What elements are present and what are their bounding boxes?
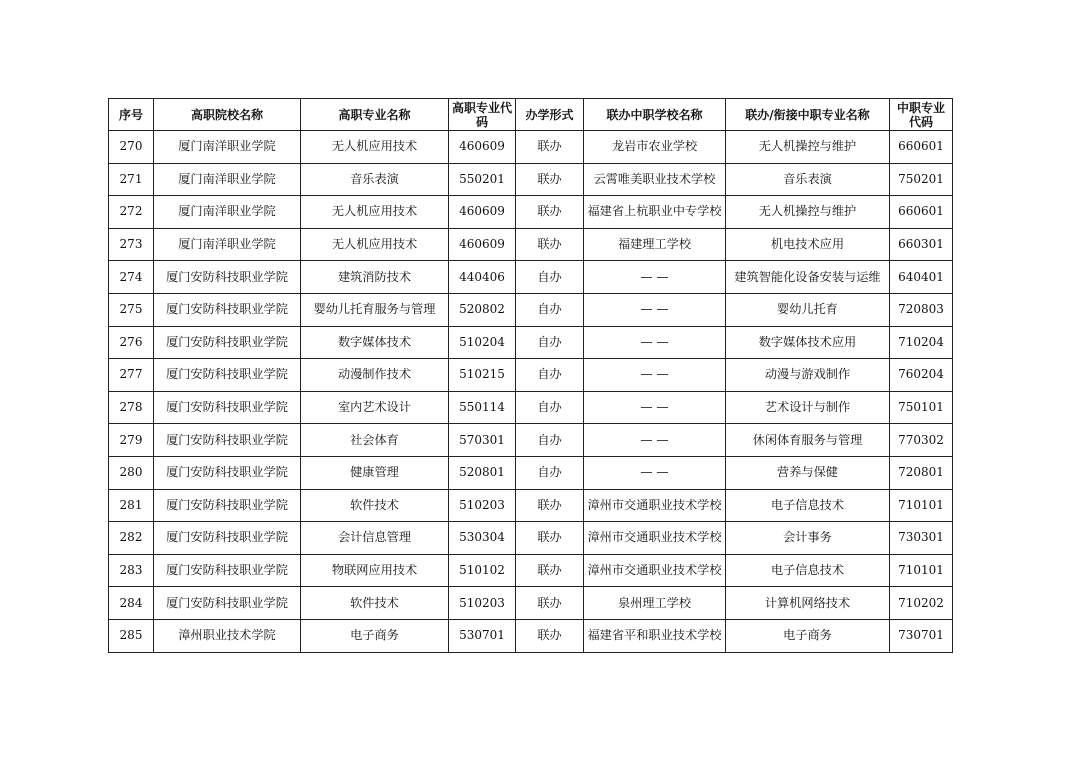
table-row (109, 554, 953, 587)
row-college-major: 动漫制作技术 (301, 359, 449, 392)
row-serial: 274 (109, 261, 154, 294)
row-college-name: 厦门南洋职业学院 (154, 163, 301, 196)
row-school-mode: 自办 (516, 456, 584, 489)
row-college-major-code: 510102 (449, 554, 516, 587)
row-partner-major-code: 660601 (890, 196, 953, 229)
row-partner-major: 电子信息技术 (726, 489, 890, 522)
header-partner-major: 联办/衔接中职专业名称 (726, 99, 890, 131)
row-partner-major-code: 720803 (890, 293, 953, 326)
row-college-major-code: 460609 (449, 131, 516, 164)
row-serial: 280 (109, 456, 154, 489)
row-partner-school: 福建理工学校 (584, 228, 726, 261)
row-serial: 278 (109, 391, 154, 424)
row-partner-major-code: 710101 (890, 489, 953, 522)
row-partner-school: 云霄唯美职业技术学校 (584, 163, 726, 196)
row-college-major-code: 550114 (449, 391, 516, 424)
row-school-mode: 联办 (516, 522, 584, 555)
table-row (109, 163, 953, 196)
row-college-major: 无人机应用技术 (301, 131, 449, 164)
row-college-major-code: 550201 (449, 163, 516, 196)
row-college-major: 音乐表演 (301, 163, 449, 196)
row-partner-school: — — (584, 391, 726, 424)
row-college-major-code: 520801 (449, 456, 516, 489)
row-college-name: 厦门南洋职业学院 (154, 196, 301, 229)
row-partner-major: 数字媒体技术应用 (726, 326, 890, 359)
row-partner-major: 婴幼儿托育 (726, 293, 890, 326)
row-serial: 285 (109, 619, 154, 652)
row-college-name: 厦门安防科技职业学院 (154, 456, 301, 489)
row-partner-major-code: 730701 (890, 619, 953, 652)
row-college-major-code: 440406 (449, 261, 516, 294)
row-partner-major-code: 750201 (890, 163, 953, 196)
row-partner-major: 艺术设计与制作 (726, 391, 890, 424)
row-college-name: 厦门南洋职业学院 (154, 131, 301, 164)
row-serial: 271 (109, 163, 154, 196)
row-college-major: 建筑消防技术 (301, 261, 449, 294)
row-serial: 282 (109, 522, 154, 555)
row-partner-major-code: 660301 (890, 228, 953, 261)
row-partner-school: — — (584, 424, 726, 457)
row-college-major-code: 510204 (449, 326, 516, 359)
row-college-name: 厦门安防科技职业学院 (154, 554, 301, 587)
row-partner-school: 福建省平和职业技术学校 (584, 619, 726, 652)
row-college-name: 厦门安防科技职业学院 (154, 489, 301, 522)
table-row (109, 196, 953, 229)
row-school-mode: 联办 (516, 163, 584, 196)
row-college-major-code: 520802 (449, 293, 516, 326)
admissions-table (108, 98, 953, 653)
row-college-name: 厦门安防科技职业学院 (154, 293, 301, 326)
row-partner-major: 建筑智能化设备安装与运维 (726, 261, 890, 294)
row-partner-major: 电子商务 (726, 619, 890, 652)
table-row (109, 587, 953, 620)
row-school-mode: 联办 (516, 587, 584, 620)
row-college-name: 漳州职业技术学院 (154, 619, 301, 652)
row-school-mode: 自办 (516, 326, 584, 359)
row-college-major: 健康管理 (301, 456, 449, 489)
row-college-major: 软件技术 (301, 489, 449, 522)
table-row (109, 456, 953, 489)
row-partner-major-code: 710101 (890, 554, 953, 587)
row-school-mode: 联办 (516, 554, 584, 587)
row-college-name: 厦门安防科技职业学院 (154, 359, 301, 392)
header-college-name: 高职院校名称 (154, 99, 301, 131)
row-partner-school: — — (584, 359, 726, 392)
table-row (109, 424, 953, 457)
row-school-mode: 自办 (516, 391, 584, 424)
row-partner-school: 龙岩市农业学校 (584, 131, 726, 164)
row-college-major-code: 460609 (449, 196, 516, 229)
row-college-name: 厦门安防科技职业学院 (154, 587, 301, 620)
row-college-name: 厦门南洋职业学院 (154, 228, 301, 261)
header-serial: 序号 (109, 99, 154, 131)
table-row (109, 326, 953, 359)
row-school-mode: 自办 (516, 261, 584, 294)
row-college-major-code: 510203 (449, 489, 516, 522)
row-partner-major: 计算机网络技术 (726, 587, 890, 620)
table-row (109, 522, 953, 555)
table-row (109, 489, 953, 522)
row-partner-major-code: 760204 (890, 359, 953, 392)
row-serial: 284 (109, 587, 154, 620)
row-partner-major: 营养与保健 (726, 456, 890, 489)
row-partner-major: 电子信息技术 (726, 554, 890, 587)
row-partner-school: — — (584, 326, 726, 359)
row-college-name: 厦门安防科技职业学院 (154, 522, 301, 555)
row-partner-major-code: 730301 (890, 522, 953, 555)
row-school-mode: 自办 (516, 359, 584, 392)
row-partner-major-code: 720801 (890, 456, 953, 489)
table-row (109, 131, 953, 164)
table-header-row (109, 99, 953, 131)
row-college-major-code: 460609 (449, 228, 516, 261)
row-college-name: 厦门安防科技职业学院 (154, 261, 301, 294)
row-college-major: 无人机应用技术 (301, 196, 449, 229)
row-serial: 281 (109, 489, 154, 522)
row-partner-major-code: 750101 (890, 391, 953, 424)
row-partner-major: 机电技术应用 (726, 228, 890, 261)
row-partner-school: — — (584, 456, 726, 489)
table-body (109, 131, 953, 653)
row-college-name: 厦门安防科技职业学院 (154, 326, 301, 359)
row-partner-school: — — (584, 293, 726, 326)
row-partner-major: 音乐表演 (726, 163, 890, 196)
row-partner-major-code: 640401 (890, 261, 953, 294)
row-serial: 276 (109, 326, 154, 359)
table-row (109, 261, 953, 294)
row-partner-major-code: 710204 (890, 326, 953, 359)
row-partner-major: 动漫与游戏制作 (726, 359, 890, 392)
table-row (109, 619, 953, 652)
row-partner-major: 无人机操控与维护 (726, 196, 890, 229)
table-row (109, 293, 953, 326)
row-college-name: 厦门安防科技职业学院 (154, 391, 301, 424)
row-school-mode: 联办 (516, 196, 584, 229)
row-college-major: 会计信息管理 (301, 522, 449, 555)
row-school-mode: 联办 (516, 619, 584, 652)
row-school-mode: 自办 (516, 424, 584, 457)
header-school-mode: 办学形式 (516, 99, 584, 131)
table-row (109, 359, 953, 392)
row-serial: 275 (109, 293, 154, 326)
row-serial: 279 (109, 424, 154, 457)
row-college-major: 室内艺术设计 (301, 391, 449, 424)
row-school-mode: 联办 (516, 489, 584, 522)
row-serial: 273 (109, 228, 154, 261)
row-college-major: 婴幼儿托育服务与管理 (301, 293, 449, 326)
row-partner-major-code: 770302 (890, 424, 953, 457)
row-partner-school: 福建省上杭职业中专学校 (584, 196, 726, 229)
row-school-mode: 自办 (516, 293, 584, 326)
table-row (109, 228, 953, 261)
row-partner-major-code: 660601 (890, 131, 953, 164)
row-college-major: 数字媒体技术 (301, 326, 449, 359)
row-partner-school: — — (584, 261, 726, 294)
row-serial: 277 (109, 359, 154, 392)
row-partner-school: 漳州市交通职业技术学校 (584, 554, 726, 587)
header-partner-school: 联办中职学校名称 (584, 99, 726, 131)
row-college-major: 物联网应用技术 (301, 554, 449, 587)
header-partner-major-code: 中职专业代码 (890, 99, 953, 131)
row-college-major-code: 530304 (449, 522, 516, 555)
row-partner-school: 漳州市交通职业技术学校 (584, 489, 726, 522)
row-partner-school: 泉州理工学校 (584, 587, 726, 620)
row-college-major-code: 510203 (449, 587, 516, 620)
row-serial: 270 (109, 131, 154, 164)
header-college-major-code: 高职专业代码 (449, 99, 516, 131)
table-row (109, 391, 953, 424)
row-partner-major: 无人机操控与维护 (726, 131, 890, 164)
row-college-major-code: 510215 (449, 359, 516, 392)
row-serial: 283 (109, 554, 154, 587)
row-school-mode: 联办 (516, 131, 584, 164)
row-serial: 272 (109, 196, 154, 229)
row-college-major: 软件技术 (301, 587, 449, 620)
row-college-major-code: 570301 (449, 424, 516, 457)
row-partner-major-code: 710202 (890, 587, 953, 620)
row-college-major: 无人机应用技术 (301, 228, 449, 261)
row-partner-school: 漳州市交通职业技术学校 (584, 522, 726, 555)
row-partner-major: 休闲体育服务与管理 (726, 424, 890, 457)
row-college-major: 电子商务 (301, 619, 449, 652)
row-school-mode: 联办 (516, 228, 584, 261)
row-college-major-code: 530701 (449, 619, 516, 652)
row-college-name: 厦门安防科技职业学院 (154, 424, 301, 457)
row-partner-major: 会计事务 (726, 522, 890, 555)
header-college-major: 高职专业名称 (301, 99, 449, 131)
row-college-major: 社会体育 (301, 424, 449, 457)
